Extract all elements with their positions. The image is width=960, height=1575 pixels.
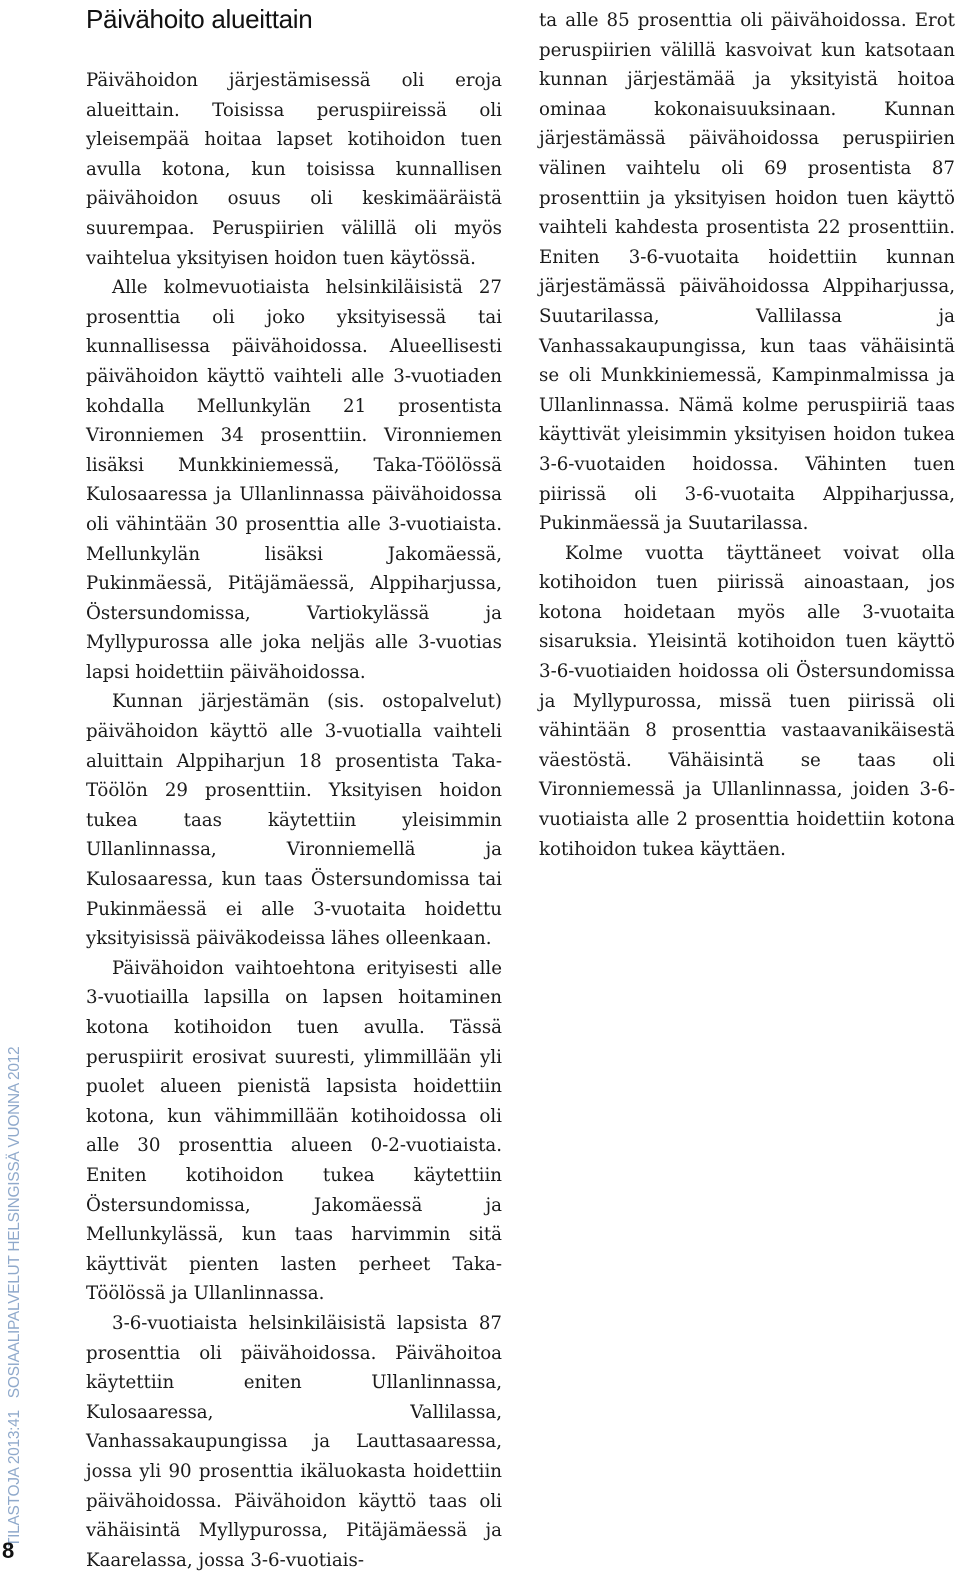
section-heading: Päivähoito alueittain (86, 4, 313, 34)
publication-title: SOSIAALIPALVELUT HELSINGISSÄ VUONNA 2012 (6, 1046, 23, 1399)
paragraph: 3-6-vuotiaista helsinkiläisistä lapsista 87 prosenttia oli päivähoidossa. Päivähoitoa käytettiin eniten Ullanlinnassa, Kulosaaressa, Vallilassa, Vanhassakaupungissa ja Lauttasaaressa, jossa yli 90 prosenttia ikäluokasta hoidettiin päivähoidossa. Päivähoidon käyttö taas oli vähäisintä Myllypurossa, Pitäjämäessä ja Kaarelassa, jossa 3-6-vuotiais- (86, 1312, 502, 1571)
text-column-right (539, 6, 955, 864)
page-number: 8 (2, 1538, 15, 1563)
paragraph: Alle kolmevuotiaista helsinkiläisistä 27 prosenttia oli joko yksityisessä tai kunnallisessa päivähoidossa. Alueellisesti päivähoidon käyttö vaihteli alle 3-vuotiaden kohdalla Mellunkylän 21 prosentista Vironniemen 34 prosenttiin. Vironniemen lisäksi Munkkiniemessä, Taka-Töölössä Kulosaaressa ja Ullanlinnassa päivähoidossa oli vähintään 30 prosenttia alle 3-vuotiaista. Mellunkylän lisäksi Jakomäessä, Pukinmäessä, Pitäjämäessä, Alppiharjussa, Östersundomissa, Vartiokylässä ja Myllypurossa alle joka neljäs alle 3-vuotias lapsi hoidettiin päivähoidossa. (86, 277, 502, 683)
sidebar-running-title (4, 1027, 26, 1547)
series-label: TILASTOJA 2013:41 (6, 1410, 23, 1547)
paragraph: ta alle 85 prosenttia oli päivähoidossa. Erot peruspiirien välillä kasvoivat kun katsotaan kunnan järjestämää ja yksityistä hoitoa ominaa kokonaisuuksinaan. Kunnan järjestämässä päivähoidossa peruspiirien välinen vaihtelu oli 69 prosentista 87 prosenttiin ja yksityisen hoidon tuen käyttö vaihteli kahdesta prosentista 22 prosenttiin. Eniten 3-6-vuotaita hoidettiin kunnan järjestämässä päivähoidossa Alppiharjussa, Suutarilassa, Vallilassa ja Vanhassakaupungissa, kun taas vähäisintä se oli Munkkiniemessä, Kampinmalmissa ja Ullanlinnassa. Nämä kolme peruspiiriä taas käyttivät yleisimmin yksityisen hoidon tukea 3-6-vuotaiden hoidossa. Vähinten tuen piirissä oli 3-6-vuotaita Alppiharjussa, Pukinmäessä ja Suutarilassa. (539, 10, 955, 535)
sidebar (0, 0, 40, 1570)
paragraph: Päivähoidon vaihtoehtona erityisesti alle 3-vuotiailla lapsilla on lapsen hoitaminen kotona kotihoidon tuen avulla. Tässä peruspiirit erosivat suuresti, ylimmillään yli puolet alueen pienistä lapsista hoidettiin kotona, kun vähimmillään kotihoidossa oli alle 30 prosenttia alueen 0-2-vuotiaista. Eniten kotihoidon tukea käytettiin Östersundomissa, Jakomäessä ja Mellunkylässä, kun taas harvimmin sitä käyttivät pienten lasten perheet Taka-Töölössä ja Ullanlinnassa. (86, 957, 502, 1305)
paragraph: Kolme vuotta täyttäneet voivat olla kotihoidon tuen piirissä ainoastaan, jos kotona hoidetaan myös alle 3-vuotaita sisaruksia. Yleisintä kotihoidon tuen käyttö 3-6-vuotiaiden hoidossa oli Östersundomissa ja Myllypurossa, missä tuen piirissä oli vähintään 8 prosenttia vastaavanikäisestä väestöstä. Vähäisintä se taas oli Vironniemessä ja Ullanlinnassa, joiden 3-6-vuotiaista alle 2 prosenttia hoidettiin kotona kotihoidon tukea käyttäen. (539, 542, 955, 860)
paragraph: Kunnan järjestämän (sis. ostopalvelut) päivähoidon käyttö alle 3-vuotialla vaihteli aluittain Alppiharjun 18 prosentista Taka-Töölön 29 prosenttiin. Yksityisen hoidon tukea taas käytettiin yleisimmin Ullanlinnassa, Vironniemellä ja Kulosaaressa, kun taas Östersundomissa tai Pukinmäessä ei alle 3-vuotaita hoidettu yksityisissä päiväkodeissa lähes olleenkaan. (86, 691, 502, 950)
paragraph: Päivähoidon järjestämisessä oli eroja alueittain. Toisissa peruspiireissä oli yleisempää hoitaa lapset kotihoidon tuen avulla kotona, kun toisissa kunnallisen päivähoidon osuus oli keskimääräistä suurempaa. Peruspiirien välillä oli myös vaihtelua yksityisen hoidon tuen käytössä. (86, 70, 502, 269)
text-column-left (86, 66, 502, 1575)
